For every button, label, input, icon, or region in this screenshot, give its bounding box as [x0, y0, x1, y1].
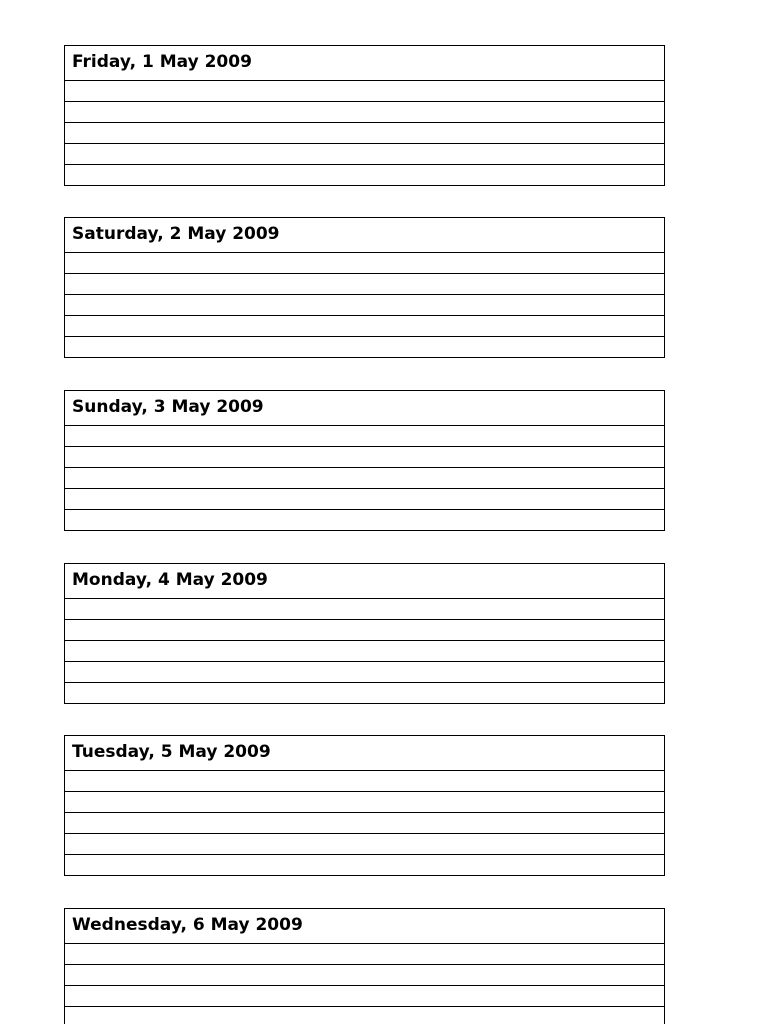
- note-line[interactable]: [65, 253, 664, 274]
- note-line[interactable]: [65, 510, 664, 530]
- day-title: Wednesday, 6 May 2009: [65, 909, 664, 944]
- note-line[interactable]: [65, 165, 664, 185]
- day-title: Monday, 4 May 2009: [65, 564, 664, 599]
- day-block-friday: [64, 45, 665, 186]
- note-line[interactable]: [65, 792, 664, 813]
- note-line[interactable]: [65, 316, 664, 337]
- note-line[interactable]: [65, 855, 664, 875]
- note-line[interactable]: [65, 295, 664, 316]
- note-line[interactable]: [65, 599, 664, 620]
- note-line[interactable]: [65, 468, 664, 489]
- day-block-wednesday: [64, 908, 665, 1024]
- day-title: Tuesday, 5 May 2009: [65, 736, 664, 771]
- note-line[interactable]: [65, 662, 664, 683]
- note-line[interactable]: [65, 965, 664, 986]
- note-line[interactable]: [65, 81, 664, 102]
- note-line[interactable]: [65, 1007, 664, 1024]
- note-line[interactable]: [65, 447, 664, 468]
- note-line[interactable]: [65, 813, 664, 834]
- day-block-sunday: [64, 390, 665, 531]
- day-title: Friday, 1 May 2009: [65, 46, 664, 81]
- note-line[interactable]: [65, 144, 664, 165]
- note-line[interactable]: [65, 834, 664, 855]
- day-block-monday: [64, 563, 665, 704]
- note-line[interactable]: [65, 102, 664, 123]
- note-line[interactable]: [65, 426, 664, 447]
- note-line[interactable]: [65, 123, 664, 144]
- note-line[interactable]: [65, 337, 664, 357]
- day-title: Saturday, 2 May 2009: [65, 218, 664, 253]
- note-line[interactable]: [65, 986, 664, 1007]
- note-line[interactable]: [65, 489, 664, 510]
- note-line[interactable]: [65, 683, 664, 703]
- note-line[interactable]: [65, 771, 664, 792]
- note-line[interactable]: [65, 620, 664, 641]
- day-block-saturday: [64, 217, 665, 358]
- day-title: Sunday, 3 May 2009: [65, 391, 664, 426]
- note-line[interactable]: [65, 641, 664, 662]
- note-line[interactable]: [65, 274, 664, 295]
- note-line[interactable]: [65, 944, 664, 965]
- day-block-tuesday: [64, 735, 665, 876]
